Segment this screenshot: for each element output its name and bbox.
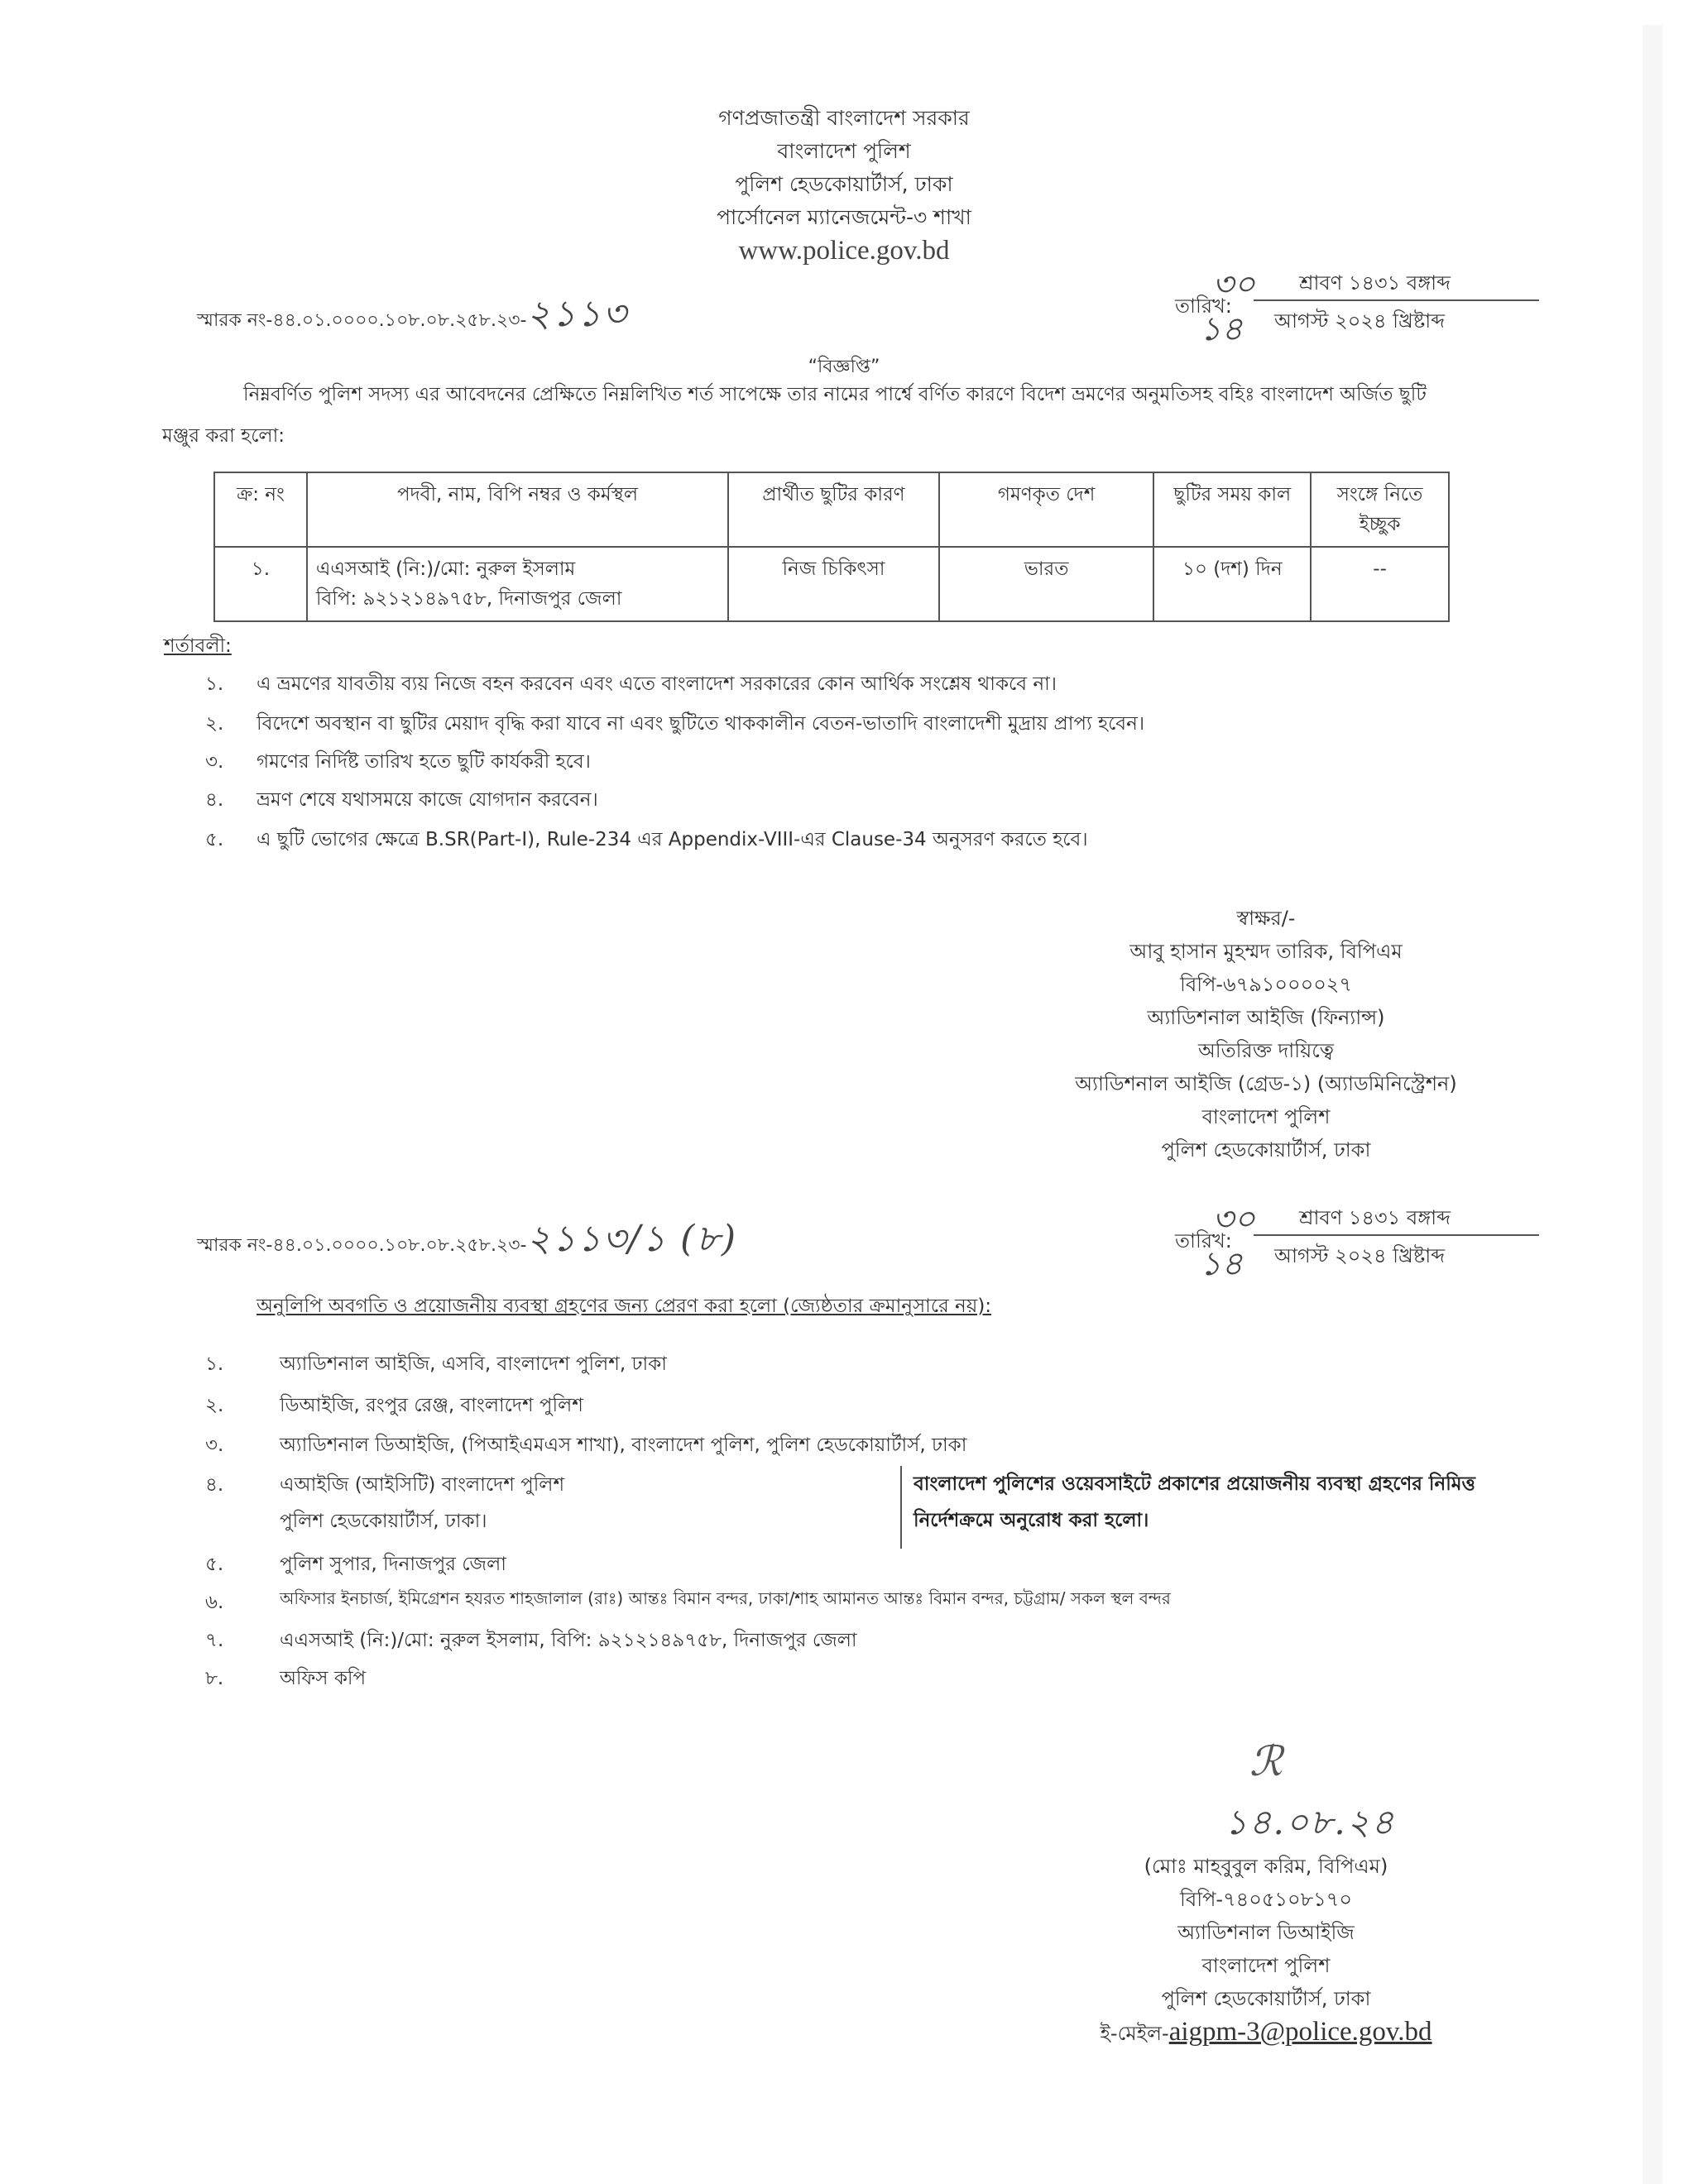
copy-text: অফিসার ইনচার্জ, ইমিগ্রেশন হযরত শাহজালাল (রাঃ) আন্তঃ বিমান বন্দর, ঢাকা/শাহ আমানত আন্তঃ বিমান বন্দর, চট্টগ্রাম/ সকল স্থল বন্দর (280, 1588, 1171, 1608)
col-header-companion: সংঙ্গে নিতে ইচ্ছুক (1311, 472, 1449, 547)
cell-companion: -- (1311, 547, 1449, 621)
email-link[interactable]: aigpm-3@police.gov.bd (1168, 2017, 1432, 2047)
copy-text: এএসআই (নি:)/মো: নুরুল ইসলাম, বিপি: ৯২১২১৪৯৭৫৮, দিনাজপুর জেলা (280, 1630, 857, 1651)
copy-num: ৩. (205, 1434, 224, 1456)
condition-text: এ ভ্রমণের যাবতীয় ব্যয় নিজে বহন করবেন এবং এতে বাংলাদেশ সরকারের কোন আর্থিক সংশ্লেষ থাকবে না। (257, 673, 1057, 695)
signatory-office: পুলিশ হেডকোয়ার্টার্স, ঢাকা (1161, 1138, 1371, 1161)
memo-number (197, 286, 628, 347)
col-header-duration: ছুটির সময় কাল (1153, 472, 1311, 547)
col-header-reason: প্রার্থীত ছুটির কারণ (728, 472, 939, 547)
bangla-date: শ্রাবণ ১৪৩১ বঙ্গাব্দ (1299, 1206, 1451, 1229)
condition-num: ৩. (205, 751, 224, 773)
signatory-bp: বিপি-৬৭৯১০০০০২৭ (1179, 973, 1353, 996)
date-block-copy (1175, 1198, 1539, 1289)
signed-mark: স্বাক্ষর/- (1236, 907, 1296, 930)
copy-num: ১. (205, 1353, 224, 1375)
date-block (1175, 263, 1539, 354)
copy-signatory-block (1034, 1850, 1498, 2050)
table-header-row (214, 472, 1449, 547)
condition-num: ৪. (205, 789, 224, 811)
col-header-country: গমণকৃত দেশ (939, 472, 1154, 547)
cell-name-line1: এএসআই (নি:)/মো: নুরুল ইসলাম (315, 558, 576, 580)
handwritten-sign-date: ১৪.০৮.২৪ (1225, 1802, 1396, 1842)
condition-text: গমণের নির্দিষ্ট তারিখ হতে ছুটি কার্যকরী হবে। (257, 751, 591, 773)
bangla-date: শ্রাবণ ১৪৩১ বঙ্গাব্দ (1299, 271, 1451, 295)
website-link[interactable]: www.police.gov.bd (738, 236, 950, 266)
signatory-org: বাংলাদেশ পুলিশ (1201, 1105, 1331, 1128)
date-label: তারিখ: (1175, 1229, 1232, 1252)
copy-signatory-bp: বিপি-৭৪০৫১০৮১৭০ (1180, 1888, 1352, 1911)
condition-num: ৫. (205, 829, 224, 850)
signatory-additional-designation: অ্যাডিশনাল আইজি (গ্রেড-১) (অ্যাডমিনিস্ট্রেশন) (1075, 1072, 1457, 1095)
english-day-handwritten: ১৪ (1200, 310, 1243, 348)
condition-text: বিদেশে অবস্থান বা ছুটির মেয়াদ বৃদ্ধি করা যাবে না এবং ছুটিতে থাককালীন বেতন-ভাতাদি বাংলাদেশী মুদ্রায় প্রাপ্য হবেন। (257, 713, 1145, 735)
copy-num: ৭. (205, 1630, 224, 1651)
english-day-handwritten: ১৪ (1200, 1245, 1243, 1283)
cell-serial: ১. (214, 547, 307, 621)
date-label: তারিখ: (1175, 295, 1232, 318)
email-line (1034, 2015, 1498, 2050)
memo-handwritten-number: ২১১৩ (526, 293, 628, 335)
website-publish-note: বাংলাদেশ পুলিশের ওয়েবসাইটে প্রকাশের প্রয়োজনীয় ব্যবস্থা গ্রহণের নিমিত্ত নির্দেশক্রমে অনুরোধ করা হলো। (900, 1466, 1509, 1549)
cell-name (307, 547, 728, 621)
col-header-name: পদবী, নাম, বিপি নম্বর ও কর্মস্থল (307, 472, 728, 547)
cell-country: ভারত (939, 547, 1154, 621)
leave-table (213, 472, 1450, 622)
copy-signatory-name: (মোঃ মাহবুবুল করিম, বিপিএম) (1144, 1855, 1388, 1878)
memo-prefix: স্মারক নং-৪৪.০১.০০০০.১০৮.০৮.২৫৮.২৩- (197, 310, 527, 331)
branch-name: পার্সোনেল ম্যানেজমেন্ট-৩ শাখা (717, 205, 971, 229)
table-row (214, 547, 1449, 621)
signatory-designation: অ্যাডিশনাল আইজি (ফিন্যান্স) (1147, 1006, 1385, 1029)
copy-text: অ্যাডিশনাল ডিআইজি, (পিআইএমএস শাখা), বাংলাদেশ পুলিশ, পুলিশ হেডকোয়ার্টার্স, ঢাকা (280, 1434, 967, 1456)
date-divider (1254, 1234, 1539, 1236)
copy-num: ২. (205, 1395, 224, 1416)
cell-reason: নিজ চিকিৎসা (728, 547, 939, 621)
english-date: আগস্ট ২০২৪ খ্রিষ্টাব্দ (1274, 309, 1446, 333)
email-label: ই-মেইল- (1100, 2022, 1169, 2045)
scan-edge-strip (1642, 25, 1662, 2184)
memo-prefix: স্মারক নং-৪৪.০১.০০০০.১০৮.০৮.২৫৮.২৩- (197, 1235, 527, 1256)
copy-num: ৮. (205, 1668, 224, 1689)
copy-text: ডিআইজি, রংপুর রেঞ্জ, বাংলাদেশ পুলিশ (280, 1395, 583, 1416)
govt-name: গণপ্রজাতন্ত্রী বাংলাদেশ সরকার (718, 106, 970, 130)
copy-text: অফিস কপি (280, 1668, 367, 1689)
office-name: পুলিশ হেডকোয়ার্টার্স, ঢাকা (735, 172, 953, 196)
bangla-day-handwritten: ৩০ (1212, 1200, 1256, 1238)
condition-num: ২. (205, 713, 224, 735)
condition-text: ভ্রমণ শেষে যথাসময়ে কাজে যোগদান করবেন। (257, 789, 598, 811)
condition-num: ১. (205, 673, 224, 695)
copy-text-line2: পুলিশ হেডকোয়ার্টার্স, ঢাকা। (280, 1511, 487, 1532)
signatory-name: আবু হাসান মুহম্মদ তারিক, বিপিএম (1129, 940, 1403, 963)
copy-text: অ্যাডিশনাল আইজি, এসবি, বাংলাদেশ পুলিশ, ঢাকা (280, 1353, 667, 1375)
signatory-additional-charge: অতিরিক্ত দায়িত্বে (1198, 1039, 1334, 1062)
signatory-block (1034, 902, 1498, 1166)
cell-name-line2: বিপি: ৯২১২১৪৯৭৫৮, দিনাজপুর জেলা (315, 588, 622, 610)
cell-duration: ১০ (দশ) দিন (1153, 547, 1311, 621)
org-name: বাংলাদেশ পুলিশ (777, 139, 911, 163)
memo-number-copy (197, 1211, 737, 1272)
condition-text: এ ছুটি ভোগের ক্ষেত্রে B.SR(Part-I), Rule-234 এর Appendix-VIII-এর Clause-34 অনুসরণ করতে হবে। (257, 829, 1088, 850)
date-divider (1254, 299, 1539, 301)
conditions-heading: শর্তাবলী: (164, 635, 232, 657)
copy-signatory-office: পুলিশ হেডকোয়ার্টার্স, ঢাকা (1161, 1987, 1371, 2010)
bangla-day-handwritten: ৩০ (1212, 266, 1256, 304)
copy-num: ৫. (205, 1554, 224, 1575)
copy-signatory-designation: অ্যাডিশনাল ডিআইজি (1177, 1921, 1355, 1944)
copy-signatory-org: বাংলাদেশ পুলিশ (1201, 1954, 1331, 1977)
memo-handwritten-number: ২১১৩/১ (৮) (526, 1218, 738, 1260)
copy-text: পুলিশ সুপার, দিনাজপুর জেলা (280, 1554, 506, 1575)
notice-body: নিম্নবর্ণিত পুলিশ সদস্য এর আবেদনের প্রেক্ষিতে নিম্নলিখিত শর্ত সাপেক্ষে তার নামের পার্শ্বে বর্ণিত কারণে বিদেশ ভ্রমণের অনুমতিসহ বহিঃ বাংলাদেশ অর্জিত ছুটি মঞ্জুর করা হলো: (162, 384, 1427, 447)
copy-text: এআইজি (আইসিটি) বাংলাদেশ পুলিশ (280, 1474, 565, 1496)
notice-title: “বিজ্ঞপ্তি” (808, 357, 880, 377)
english-date: আগস্ট ২০২৪ খ্রিষ্টাব্দ (1274, 1244, 1446, 1267)
handwritten-initial: ℛ (1249, 1737, 1283, 1785)
copy-list-heading: অনুলিপি অবগতি ও প্রয়োজনীয় ব্যবস্থা গ্রহণের জন্য প্রেরণ করা হলো (জ্যেষ্ঠতার ক্রমানুসারে নয়): (257, 1296, 992, 1317)
copy-num: ৪. (205, 1474, 224, 1496)
col-header-serial: ক্র: নং (214, 472, 307, 547)
copy-num: ৬. (205, 1592, 224, 1613)
